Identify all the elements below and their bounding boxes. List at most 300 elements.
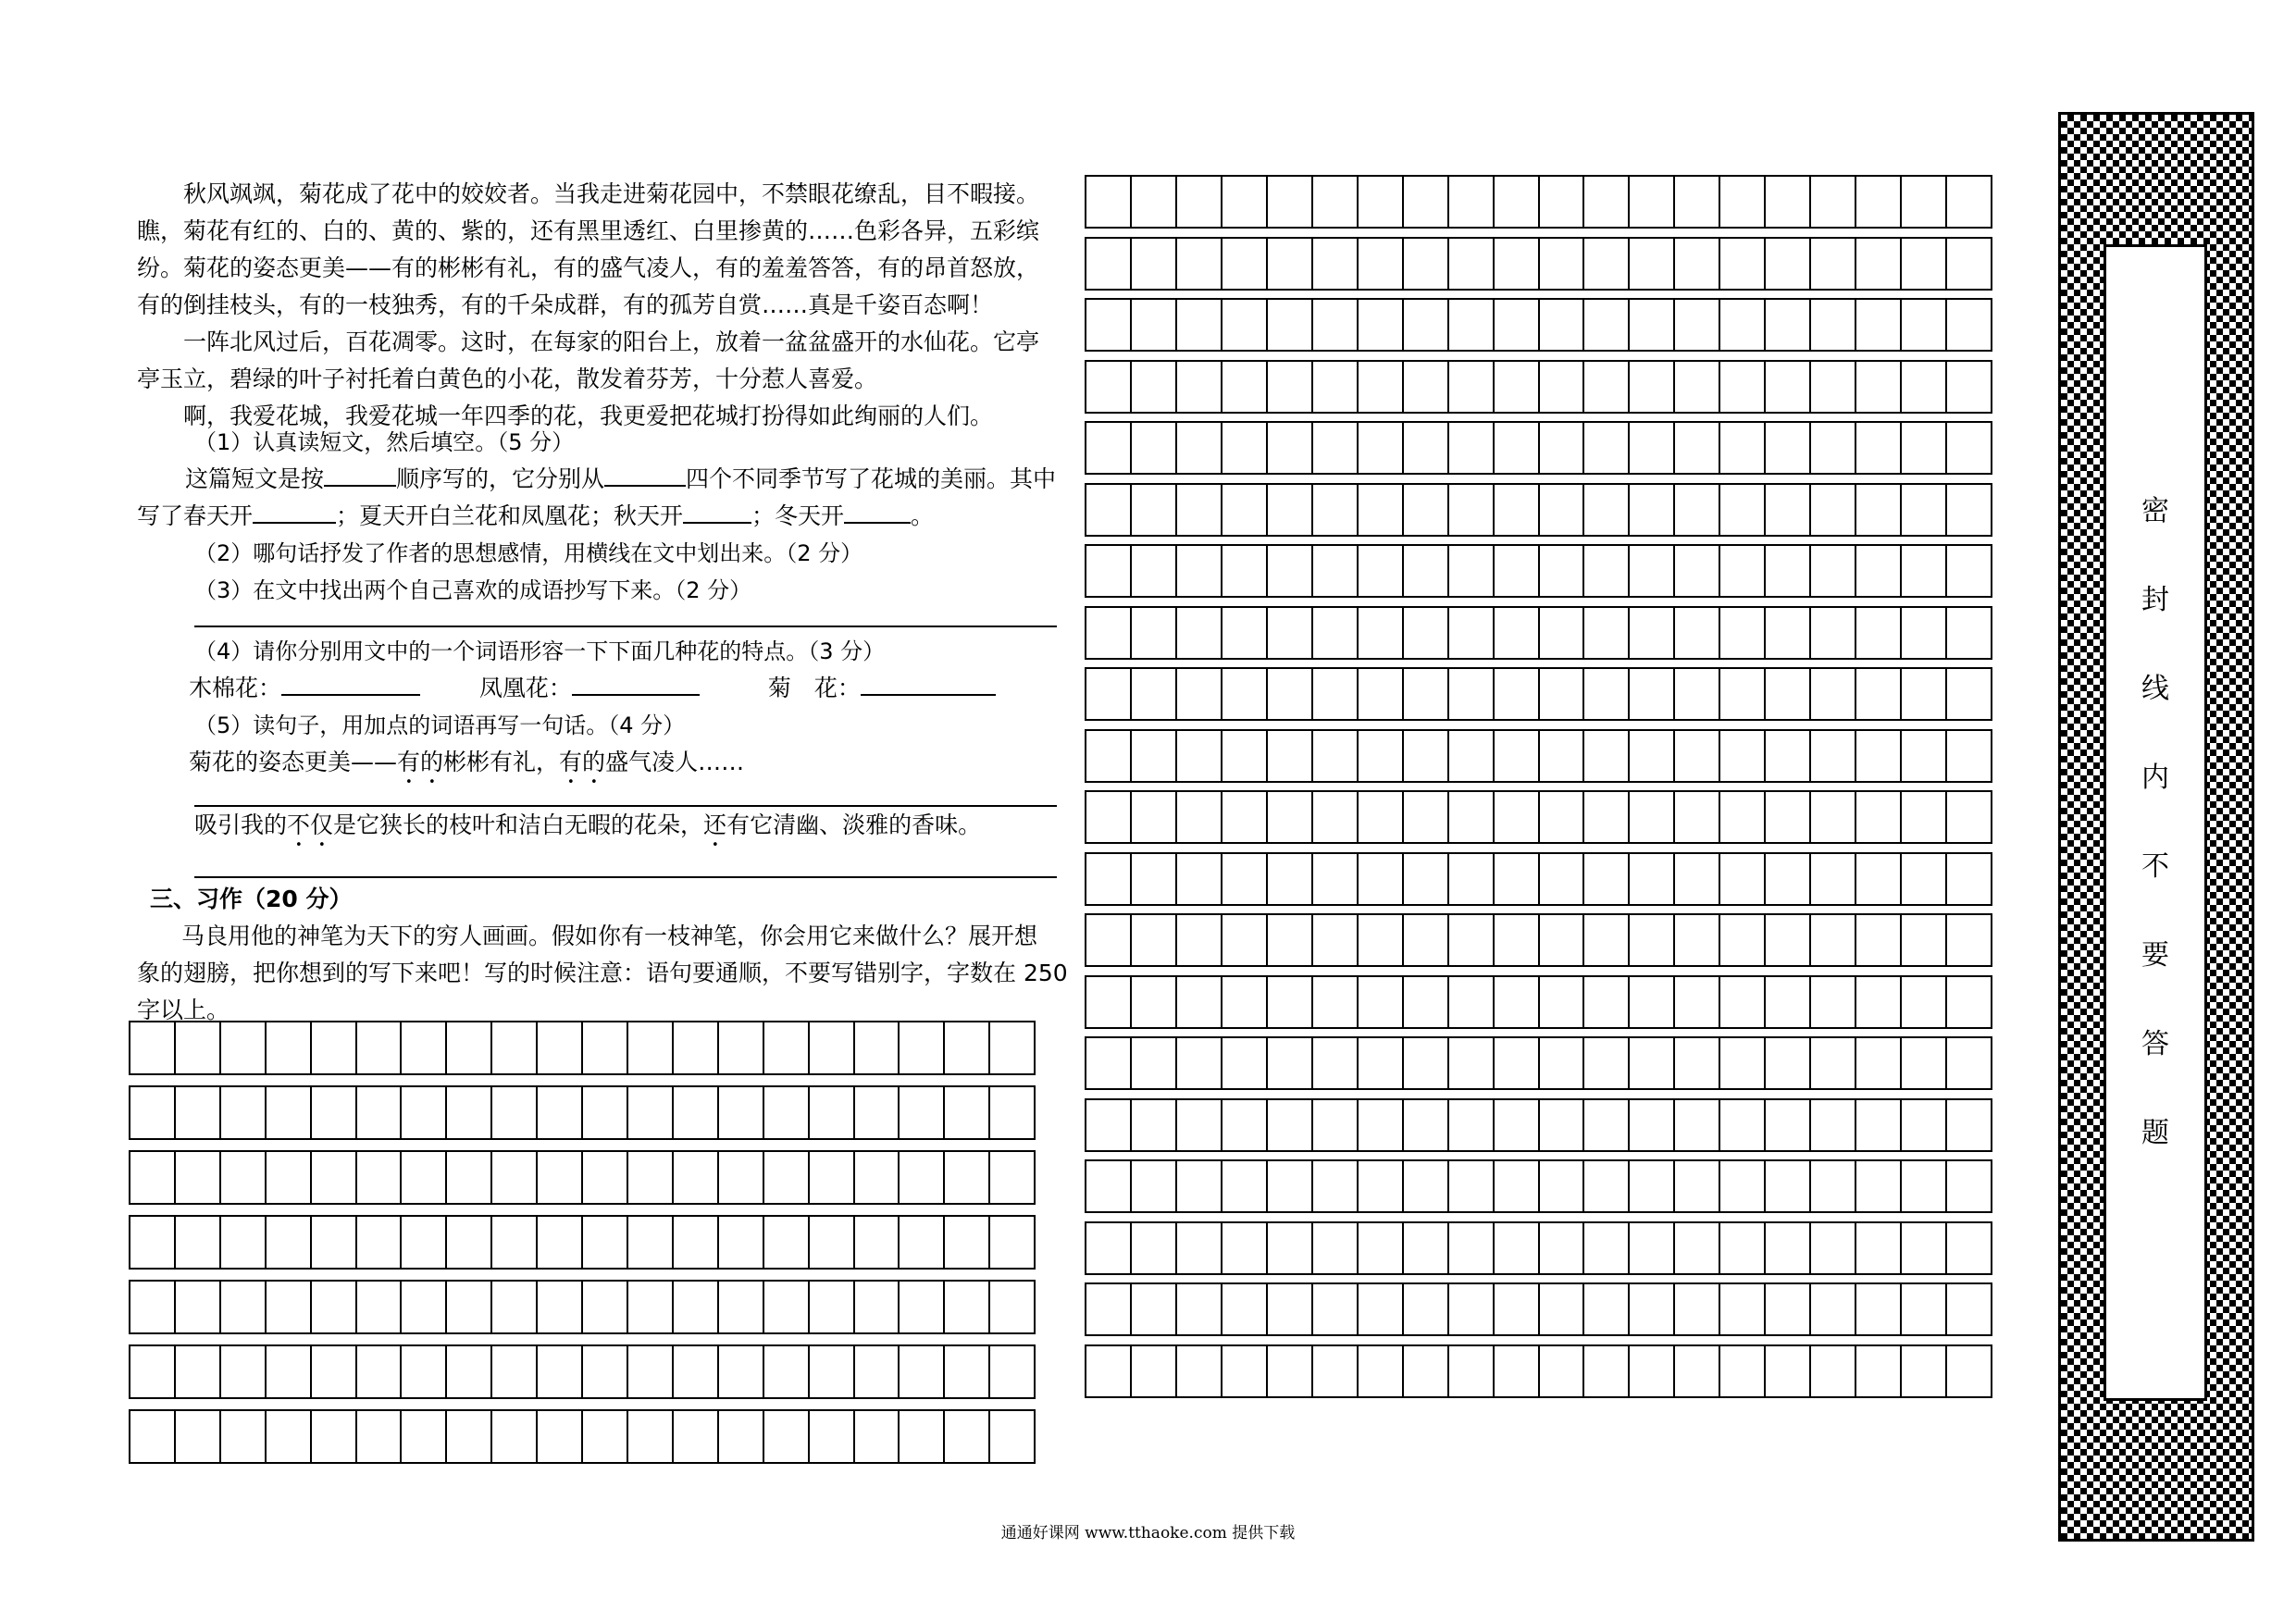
grid-cell[interactable] — [1086, 485, 1132, 535]
grid-cell[interactable] — [1811, 485, 1856, 535]
grid-cell[interactable] — [1856, 300, 1902, 350]
grid-cell[interactable] — [1222, 1161, 1268, 1211]
grid-cell[interactable] — [312, 1152, 357, 1203]
grid-cell[interactable] — [1675, 177, 1720, 227]
grid-cell[interactable] — [221, 1022, 267, 1073]
grid-cell[interactable] — [1811, 546, 1856, 596]
grid-cell[interactable] — [674, 1152, 719, 1203]
grid-cell[interactable] — [1086, 608, 1132, 658]
grid-cell[interactable] — [1720, 915, 1766, 965]
grid-cell[interactable] — [1132, 485, 1177, 535]
grid-cell[interactable] — [1856, 669, 1902, 719]
grid-cell[interactable] — [1222, 608, 1268, 658]
grid-cell[interactable] — [583, 1152, 628, 1203]
grid-cell[interactable] — [1495, 1346, 1540, 1396]
grid-cell[interactable] — [1811, 1346, 1856, 1396]
grid-cell[interactable] — [945, 1152, 990, 1203]
q1-blank-autumn[interactable] — [683, 500, 751, 524]
grid-cell[interactable] — [1766, 608, 1811, 658]
grid-cell[interactable] — [1132, 177, 1177, 227]
grid-cell[interactable] — [1947, 1284, 1991, 1334]
q1-blank-seasons[interactable] — [604, 463, 686, 487]
grid-cell[interactable] — [810, 1346, 855, 1397]
grid-cell[interactable] — [1222, 977, 1268, 1027]
grid-cell[interactable] — [990, 1346, 1034, 1397]
grid-cell[interactable] — [1404, 485, 1449, 535]
grid-cell[interactable] — [1268, 362, 1313, 412]
grid-cell[interactable] — [1811, 177, 1856, 227]
grid-cell[interactable] — [1766, 300, 1811, 350]
grid-cell[interactable] — [1766, 731, 1811, 781]
grid-cell[interactable] — [1495, 1038, 1540, 1088]
grid-cell[interactable] — [945, 1411, 990, 1462]
grid-cell[interactable] — [1268, 423, 1313, 473]
grid-cell[interactable] — [1675, 915, 1720, 965]
grid-cell[interactable] — [1584, 1223, 1630, 1273]
grid-cell[interactable] — [1313, 854, 1359, 904]
grid-cell[interactable] — [1177, 485, 1222, 535]
grid-cell[interactable] — [1404, 300, 1449, 350]
grid-cell[interactable] — [1132, 669, 1177, 719]
grid-cell[interactable] — [810, 1022, 855, 1073]
q4-blank-mumian[interactable] — [281, 672, 420, 696]
grid-cell[interactable] — [1086, 792, 1132, 842]
grid-cell[interactable] — [1222, 1223, 1268, 1273]
grid-cell[interactable] — [1947, 362, 1991, 412]
grid-cell[interactable] — [1495, 977, 1540, 1027]
grid-cell[interactable] — [810, 1217, 855, 1268]
grid-cell[interactable] — [1449, 792, 1495, 842]
grid-cell[interactable] — [1811, 669, 1856, 719]
grid-cell[interactable] — [1359, 546, 1404, 596]
grid-cell[interactable] — [1313, 546, 1359, 596]
grid-cell[interactable] — [221, 1346, 267, 1397]
grid-cell[interactable] — [267, 1152, 312, 1203]
grid-cell[interactable] — [357, 1152, 403, 1203]
grid-cell[interactable] — [1902, 977, 1947, 1027]
grid-cell[interactable] — [1132, 1346, 1177, 1396]
grid-cell[interactable] — [1359, 915, 1404, 965]
grid-cell[interactable] — [1630, 239, 1675, 289]
grid-cell[interactable] — [1086, 854, 1132, 904]
grid-cell[interactable] — [855, 1152, 900, 1203]
grid-cell[interactable] — [990, 1411, 1034, 1462]
grid-cell[interactable] — [1584, 669, 1630, 719]
grid-cell[interactable] — [1404, 608, 1449, 658]
grid-cell[interactable] — [357, 1087, 403, 1138]
grid-cell[interactable] — [1540, 915, 1585, 965]
grid-cell[interactable] — [900, 1346, 945, 1397]
grid-cell[interactable] — [1313, 608, 1359, 658]
grid-cell[interactable] — [447, 1282, 492, 1332]
grid-cell[interactable] — [130, 1217, 176, 1268]
grid-cell[interactable] — [1584, 239, 1630, 289]
grid-cell[interactable] — [447, 1217, 492, 1268]
grid-cell[interactable] — [1540, 1161, 1585, 1211]
grid-cell[interactable] — [764, 1152, 810, 1203]
grid-cell[interactable] — [1584, 1284, 1630, 1334]
grid-cell[interactable] — [1766, 915, 1811, 965]
grid-cell[interactable] — [1540, 669, 1585, 719]
grid-cell[interactable] — [764, 1282, 810, 1332]
grid-cell[interactable] — [492, 1022, 538, 1073]
grid-cell[interactable] — [1675, 546, 1720, 596]
grid-cell[interactable] — [1222, 177, 1268, 227]
grid-cell[interactable] — [1268, 1038, 1313, 1088]
grid-cell[interactable] — [810, 1282, 855, 1332]
grid-cell[interactable] — [1766, 1284, 1811, 1334]
grid-cell[interactable] — [1675, 1346, 1720, 1396]
grid-cell[interactable] — [1856, 177, 1902, 227]
grid-cell[interactable] — [492, 1411, 538, 1462]
grid-cell[interactable] — [1132, 854, 1177, 904]
grid-cell[interactable] — [1404, 669, 1449, 719]
grid-cell[interactable] — [674, 1022, 719, 1073]
grid-cell[interactable] — [628, 1152, 674, 1203]
q1-blank-spring[interactable] — [253, 500, 336, 524]
grid-cell[interactable] — [990, 1152, 1034, 1203]
grid-cell[interactable] — [402, 1152, 447, 1203]
grid-cell[interactable] — [1630, 669, 1675, 719]
grid-cell[interactable] — [945, 1087, 990, 1138]
grid-cell[interactable] — [1720, 977, 1766, 1027]
grid-cell[interactable] — [447, 1346, 492, 1397]
grid-cell[interactable] — [1902, 854, 1947, 904]
grid-cell[interactable] — [945, 1217, 990, 1268]
grid-cell[interactable] — [1856, 423, 1902, 473]
grid-cell[interactable] — [1177, 1346, 1222, 1396]
grid-cell[interactable] — [1404, 1284, 1449, 1334]
grid-cell[interactable] — [492, 1152, 538, 1203]
grid-cell[interactable] — [1902, 546, 1947, 596]
grid-cell[interactable] — [1902, 1223, 1947, 1273]
grid-cell[interactable] — [1177, 731, 1222, 781]
grid-cell[interactable] — [1086, 1038, 1132, 1088]
grid-cell[interactable] — [1902, 608, 1947, 658]
grid-cell[interactable] — [1359, 1038, 1404, 1088]
grid-cell[interactable] — [1495, 485, 1540, 535]
grid-cell[interactable] — [1222, 1038, 1268, 1088]
grid-cell[interactable] — [1675, 1161, 1720, 1211]
grid-cell[interactable] — [1630, 177, 1675, 227]
grid-cell[interactable] — [1856, 485, 1902, 535]
grid-cell[interactable] — [1902, 300, 1947, 350]
grid-cell[interactable] — [1132, 423, 1177, 473]
grid-cell[interactable] — [176, 1217, 221, 1268]
grid-cell[interactable] — [1766, 1161, 1811, 1211]
grid-cell[interactable] — [1720, 177, 1766, 227]
grid-cell[interactable] — [1404, 1100, 1449, 1150]
grid-cell[interactable] — [130, 1152, 176, 1203]
grid-cell[interactable] — [1404, 1161, 1449, 1211]
grid-cell[interactable] — [1902, 485, 1947, 535]
grid-cell[interactable] — [176, 1346, 221, 1397]
grid-cell[interactable] — [1630, 362, 1675, 412]
grid-cell[interactable] — [1766, 977, 1811, 1027]
grid-cell[interactable] — [1540, 792, 1585, 842]
grid-cell[interactable] — [1449, 1284, 1495, 1334]
grid-cell[interactable] — [1404, 977, 1449, 1027]
grid-cell[interactable] — [1222, 362, 1268, 412]
grid-cell[interactable] — [1449, 485, 1495, 535]
grid-cell[interactable] — [1404, 1223, 1449, 1273]
grid-cell[interactable] — [1766, 362, 1811, 412]
grid-cell[interactable] — [1313, 977, 1359, 1027]
grid-cell[interactable] — [312, 1282, 357, 1332]
grid-cell[interactable] — [402, 1217, 447, 1268]
grid-cell[interactable] — [1449, 731, 1495, 781]
grid-cell[interactable] — [1268, 669, 1313, 719]
grid-cell[interactable] — [1086, 1346, 1132, 1396]
grid-cell[interactable] — [1313, 177, 1359, 227]
grid-cell[interactable] — [130, 1022, 176, 1073]
grid-cell[interactable] — [1811, 608, 1856, 658]
grid-cell[interactable] — [1132, 1038, 1177, 1088]
grid-cell[interactable] — [1313, 792, 1359, 842]
grid-cell[interactable] — [900, 1022, 945, 1073]
grid-cell[interactable] — [764, 1087, 810, 1138]
grid-cell[interactable] — [1313, 669, 1359, 719]
grid-cell[interactable] — [1359, 362, 1404, 412]
grid-cell[interactable] — [1132, 1161, 1177, 1211]
grid-cell[interactable] — [1675, 1038, 1720, 1088]
grid-cell[interactable] — [1947, 1346, 1991, 1396]
grid-cell[interactable] — [1313, 300, 1359, 350]
grid-cell[interactable] — [1177, 1161, 1222, 1211]
grid-cell[interactable] — [1404, 362, 1449, 412]
grid-cell[interactable] — [447, 1087, 492, 1138]
grid-cell[interactable] — [1540, 854, 1585, 904]
grid-cell[interactable] — [1449, 669, 1495, 719]
grid-cell[interactable] — [1177, 1223, 1222, 1273]
grid-cell[interactable] — [1086, 239, 1132, 289]
grid-cell[interactable] — [1811, 977, 1856, 1027]
grid-cell[interactable] — [1404, 731, 1449, 781]
grid-cell[interactable] — [1856, 362, 1902, 412]
grid-cell[interactable] — [900, 1411, 945, 1462]
grid-cell[interactable] — [1720, 239, 1766, 289]
grid-cell[interactable] — [1359, 1161, 1404, 1211]
grid-cell[interactable] — [176, 1022, 221, 1073]
grid-cell[interactable] — [1630, 546, 1675, 596]
q1-blank-order[interactable] — [324, 463, 396, 487]
grid-cell[interactable] — [1313, 1100, 1359, 1150]
grid-cell[interactable] — [1584, 1346, 1630, 1396]
grid-cell[interactable] — [1766, 485, 1811, 535]
grid-cell[interactable] — [1222, 1284, 1268, 1334]
grid-cell[interactable] — [1856, 608, 1902, 658]
grid-cell[interactable] — [1540, 1284, 1585, 1334]
grid-cell[interactable] — [1359, 977, 1404, 1027]
grid-cell[interactable] — [1086, 177, 1132, 227]
grid-cell[interactable] — [1495, 546, 1540, 596]
grid-cell[interactable] — [1902, 1284, 1947, 1334]
grid-cell[interactable] — [1177, 300, 1222, 350]
grid-cell[interactable] — [1675, 1100, 1720, 1150]
grid-cell[interactable] — [1766, 1100, 1811, 1150]
grid-cell[interactable] — [1404, 1038, 1449, 1088]
grid-cell[interactable] — [492, 1087, 538, 1138]
grid-cell[interactable] — [1449, 423, 1495, 473]
grid-cell[interactable] — [1132, 239, 1177, 289]
grid-cell[interactable] — [1720, 1223, 1766, 1273]
grid-cell[interactable] — [900, 1087, 945, 1138]
grid-cell[interactable] — [1720, 669, 1766, 719]
grid-cell[interactable] — [1086, 546, 1132, 596]
grid-cell[interactable] — [1132, 792, 1177, 842]
grid-cell[interactable] — [1222, 731, 1268, 781]
grid-cell[interactable] — [130, 1346, 176, 1397]
grid-cell[interactable] — [719, 1152, 764, 1203]
grid-cell[interactable] — [1495, 1100, 1540, 1150]
grid-cell[interactable] — [674, 1346, 719, 1397]
grid-cell[interactable] — [1811, 423, 1856, 473]
grid-cell[interactable] — [1495, 731, 1540, 781]
grid-cell[interactable] — [176, 1087, 221, 1138]
grid-cell[interactable] — [1630, 608, 1675, 658]
grid-cell[interactable] — [1449, 1038, 1495, 1088]
grid-cell[interactable] — [1177, 362, 1222, 412]
grid-cell[interactable] — [1222, 669, 1268, 719]
grid-cell[interactable] — [628, 1022, 674, 1073]
grid-cell[interactable] — [1947, 1038, 1991, 1088]
grid-cell[interactable] — [719, 1282, 764, 1332]
grid-cell[interactable] — [1359, 1346, 1404, 1396]
grid-cell[interactable] — [1132, 300, 1177, 350]
grid-cell[interactable] — [1313, 239, 1359, 289]
grid-cell[interactable] — [1630, 300, 1675, 350]
grid-cell[interactable] — [990, 1217, 1034, 1268]
grid-cell[interactable] — [1359, 1284, 1404, 1334]
grid-cell[interactable] — [1540, 546, 1585, 596]
grid-cell[interactable] — [764, 1411, 810, 1462]
grid-cell[interactable] — [1313, 1038, 1359, 1088]
grid-cell[interactable] — [1359, 177, 1404, 227]
grid-cell[interactable] — [447, 1411, 492, 1462]
grid-cell[interactable] — [538, 1087, 583, 1138]
grid-cell[interactable] — [1132, 1223, 1177, 1273]
grid-cell[interactable] — [1902, 1100, 1947, 1150]
grid-cell[interactable] — [1720, 300, 1766, 350]
grid-cell[interactable] — [1540, 1223, 1585, 1273]
grid-cell[interactable] — [1177, 239, 1222, 289]
grid-cell[interactable] — [1947, 423, 1991, 473]
grid-cell[interactable] — [1584, 546, 1630, 596]
grid-cell[interactable] — [1268, 546, 1313, 596]
grid-cell[interactable] — [357, 1022, 403, 1073]
grid-cell[interactable] — [402, 1087, 447, 1138]
grid-cell[interactable] — [1766, 792, 1811, 842]
grid-cell[interactable] — [1222, 239, 1268, 289]
grid-cell[interactable] — [1630, 1100, 1675, 1150]
grid-cell[interactable] — [1359, 485, 1404, 535]
grid-cell[interactable] — [1359, 608, 1404, 658]
grid-cell[interactable] — [1902, 177, 1947, 227]
grid-cell[interactable] — [267, 1282, 312, 1332]
grid-cell[interactable] — [1856, 731, 1902, 781]
grid-cell[interactable] — [1720, 362, 1766, 412]
grid-cell[interactable] — [1132, 608, 1177, 658]
grid-cell[interactable] — [1675, 977, 1720, 1027]
grid-cell[interactable] — [1086, 1100, 1132, 1150]
grid-cell[interactable] — [1675, 792, 1720, 842]
grid-cell[interactable] — [1584, 177, 1630, 227]
grid-cell[interactable] — [583, 1087, 628, 1138]
grid-cell[interactable] — [1720, 1100, 1766, 1150]
grid-cell[interactable] — [1495, 608, 1540, 658]
grid-cell[interactable] — [1495, 423, 1540, 473]
grid-cell[interactable] — [1132, 915, 1177, 965]
grid-cell[interactable] — [1268, 731, 1313, 781]
grid-cell[interactable] — [267, 1411, 312, 1462]
grid-cell[interactable] — [538, 1411, 583, 1462]
grid-cell[interactable] — [1766, 239, 1811, 289]
grid-cell[interactable] — [1313, 485, 1359, 535]
grid-cell[interactable] — [1404, 239, 1449, 289]
grid-cell[interactable] — [1720, 1161, 1766, 1211]
grid-cell[interactable] — [1540, 1346, 1585, 1396]
grid-cell[interactable] — [1359, 792, 1404, 842]
grid-cell[interactable] — [1177, 1284, 1222, 1334]
grid-cell[interactable] — [583, 1022, 628, 1073]
grid-cell[interactable] — [1313, 1161, 1359, 1211]
grid-cell[interactable] — [1177, 977, 1222, 1027]
grid-cell[interactable] — [719, 1346, 764, 1397]
grid-cell[interactable] — [1947, 300, 1991, 350]
grid-cell[interactable] — [1584, 915, 1630, 965]
grid-cell[interactable] — [1495, 669, 1540, 719]
grid-cell[interactable] — [1268, 854, 1313, 904]
grid-cell[interactable] — [1584, 1038, 1630, 1088]
grid-cell[interactable] — [1177, 792, 1222, 842]
grid-cell[interactable] — [1947, 915, 1991, 965]
grid-cell[interactable] — [130, 1411, 176, 1462]
grid-cell[interactable] — [1359, 423, 1404, 473]
grid-cell[interactable] — [1086, 1223, 1132, 1273]
grid-cell[interactable] — [1359, 1223, 1404, 1273]
grid-cell[interactable] — [130, 1282, 176, 1332]
grid-cell[interactable] — [1947, 177, 1991, 227]
grid-cell[interactable] — [1675, 1223, 1720, 1273]
grid-cell[interactable] — [1222, 1346, 1268, 1396]
grid-cell[interactable] — [1313, 1223, 1359, 1273]
grid-cell[interactable] — [1720, 792, 1766, 842]
grid-cell[interactable] — [221, 1087, 267, 1138]
grid-cell[interactable] — [1630, 731, 1675, 781]
grid-cell[interactable] — [1132, 1284, 1177, 1334]
grid-cell[interactable] — [1902, 362, 1947, 412]
grid-cell[interactable] — [1132, 362, 1177, 412]
grid-cell[interactable] — [1449, 915, 1495, 965]
answer-line-q3[interactable] — [194, 626, 1057, 627]
grid-cell[interactable] — [1584, 423, 1630, 473]
grid-cell[interactable] — [1856, 1346, 1902, 1396]
grid-cell[interactable] — [1811, 792, 1856, 842]
grid-cell[interactable] — [1086, 915, 1132, 965]
grid-cell[interactable] — [176, 1282, 221, 1332]
grid-cell[interactable] — [1766, 1038, 1811, 1088]
grid-cell[interactable] — [628, 1282, 674, 1332]
grid-cell[interactable] — [1856, 1284, 1902, 1334]
grid-cell[interactable] — [628, 1217, 674, 1268]
grid-cell[interactable] — [1132, 1100, 1177, 1150]
grid-cell[interactable] — [1268, 485, 1313, 535]
grid-cell[interactable] — [1584, 300, 1630, 350]
grid-cell[interactable] — [1313, 731, 1359, 781]
grid-cell[interactable] — [810, 1411, 855, 1462]
grid-cell[interactable] — [1359, 854, 1404, 904]
grid-cell[interactable] — [1495, 1161, 1540, 1211]
